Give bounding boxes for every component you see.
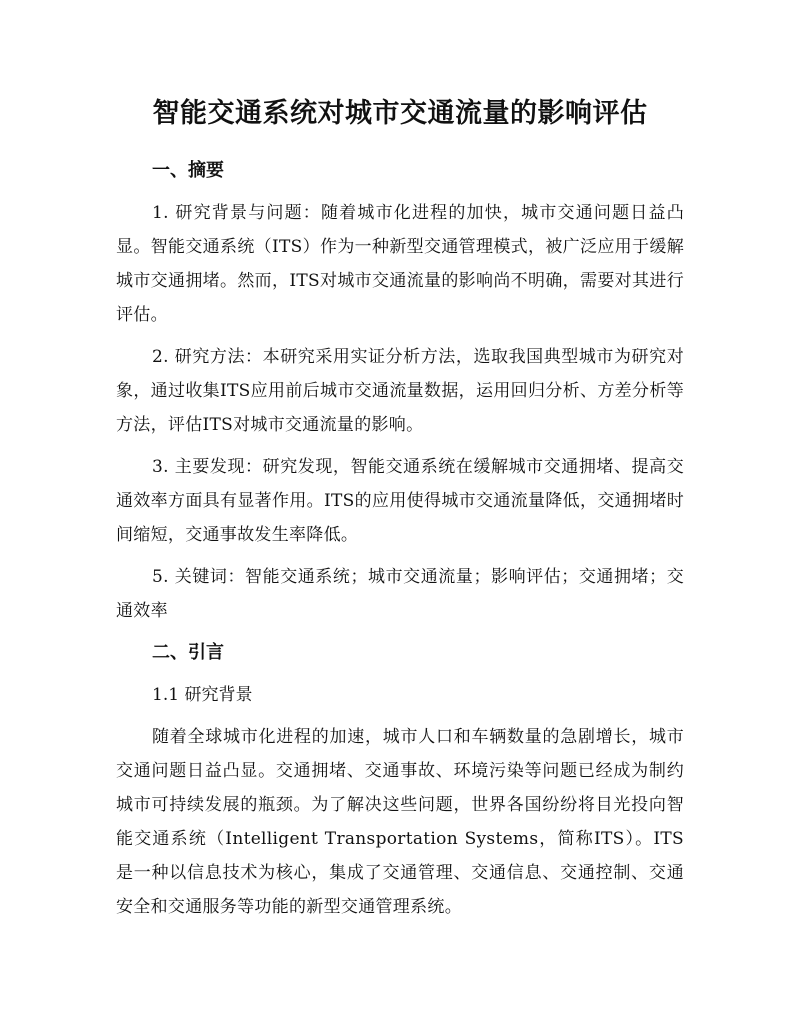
abstract-item-keywords: 5. 关键词：智能交通系统；城市交通流量；影响评估；交通拥堵；交通效率 [116,567,684,621]
abstract-item-background: 1. 研究背景与问题：随着城市化进程的加快，城市交通问题日益凸显。智能交通系统（ITS）作为一种新型交通管理模式，被广泛应用于缓解城市交通拥堵。然而，ITS对城市交通流量的影响尚不明确，需要对其进行评估。 [116,203,684,325]
abstract-item-method: 2. 研究方法：本研究采用实证分析方法，选取我国典型城市为研究对象，通过收集ITS应用前后城市交通流量数据，运用回归分析、方差分析等方法，评估ITS对城市交通流量的影响。 [116,347,684,435]
document-title: 智能交通系统对城市交通流量的影响评估 [152,98,648,129]
abstract-heading: 一、摘要 [152,160,224,181]
introduction-subheading: 1.1 研究背景 [152,685,253,705]
introduction-paragraph: 随着全球城市化进程的加速，城市人口和车辆数量的急剧增长，城市交通问题日益凸显。交通拥堵、交通事故、环境污染等问题已经成为制约城市可持续发展的瓶颈。为了解决这些问题，世界各国纷纷将目光投向智能交通系统（Intelligent Transportation Systems，简称ITS）。ITS是一种以信息技术为核心，集成了交通管理、交通信息、交通控制、交通安全和交通服务等功能的新型交通管理系统。 [116,727,684,917]
introduction-heading: 二、引言 [152,642,224,663]
abstract-item-findings: 3. 主要发现：研究发现，智能交通系统在缓解城市交通拥堵、提高交通效率方面具有显著作用。ITS的应用使得城市交通流量降低，交通拥堵时间缩短，交通事故发生率降低。 [116,457,684,545]
